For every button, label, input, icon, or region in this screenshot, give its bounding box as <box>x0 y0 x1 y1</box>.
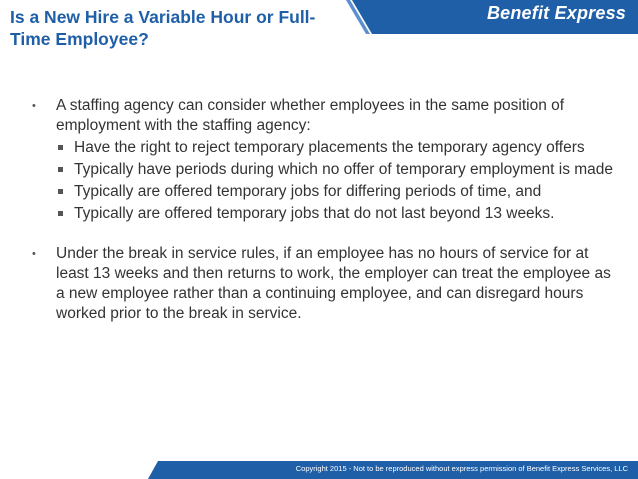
sub-bullet-text: Have the right to reject temporary placements the temporary agency offers <box>74 139 585 156</box>
sub-bullet-text: Typically are offered temporary jobs that do not last beyond 13 weeks. <box>74 205 555 222</box>
bullet-marker: • <box>32 248 36 260</box>
sub-bullet-item <box>56 160 620 180</box>
sub-bullet-text: Typically have periods during which no offer of temporary employment is made <box>74 161 614 178</box>
square-bullet-icon <box>58 145 63 150</box>
sub-bullet-item <box>56 138 620 158</box>
copyright-notice: Copyright 2015 - Not to be reproduced without express permission of Benefit Express Services, LLC <box>295 464 628 473</box>
square-bullet-icon <box>58 167 63 172</box>
bullet-spacer <box>30 224 620 244</box>
brand-logo: Benefit Express <box>486 3 626 23</box>
sub-bullet-item <box>56 204 620 224</box>
bullet-marker: • <box>32 100 36 112</box>
sub-bullet-list <box>56 138 620 224</box>
square-bullet-icon <box>58 189 63 194</box>
bullet-staffing-agency <box>30 96 620 224</box>
sub-bullet-text: Typically are offered temporary jobs for differing periods of time, and <box>74 183 542 200</box>
sub-bullet-item <box>56 182 620 202</box>
bullet-break-in-service <box>30 244 620 324</box>
square-bullet-icon <box>58 211 63 216</box>
bullet-text: Under the break in service rules, if an employee has no hours of service for at least 13 weeks and then returns to work, the employer can treat the employee as a new employee rather than a continuing employee, and can disregard hours worked prior to the break in service. <box>56 245 611 322</box>
slide-content <box>30 96 620 324</box>
bullet-text: A staffing agency can consider whether employees in the same position of employment with the staffing agency: <box>56 97 565 134</box>
slide-title: Is a New Hire a Variable Hour or Full-Time Employee? <box>10 7 316 49</box>
